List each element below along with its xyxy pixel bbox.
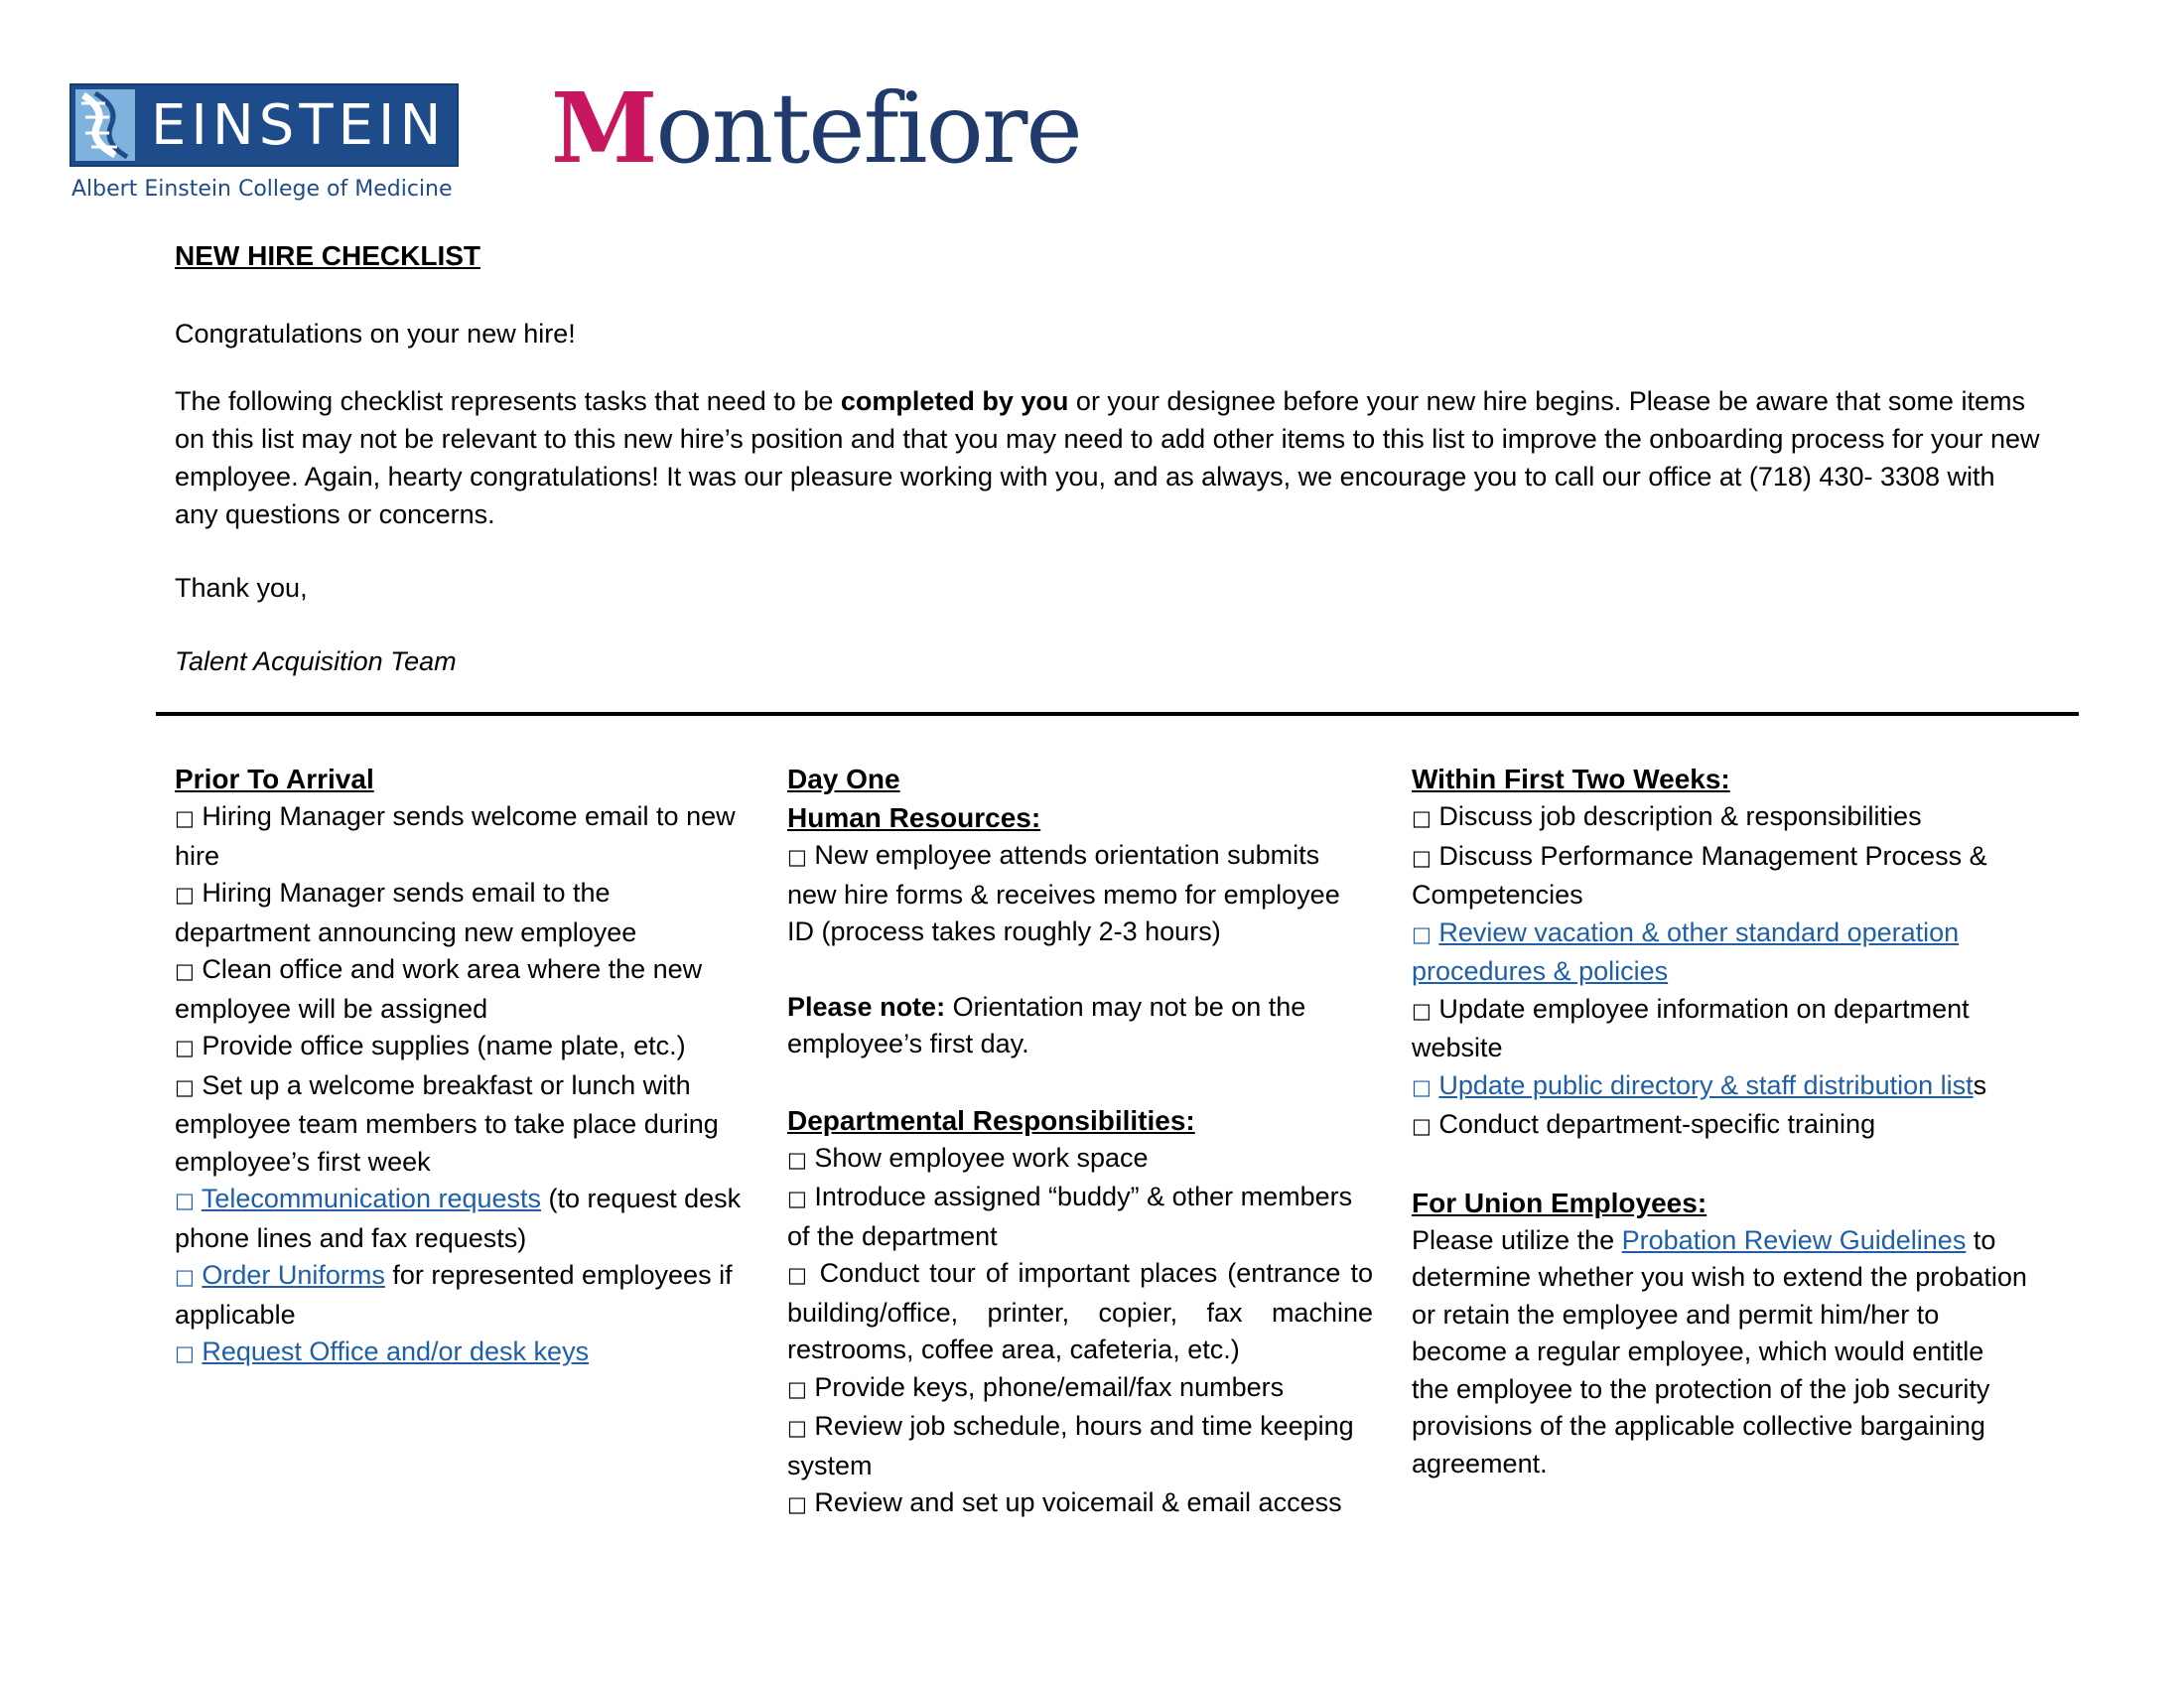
union-text: to determine whether you wish to extend the probation or retain the employee and permit him/her to become a regular employee, which would entitle the employee to the protection of the job security provisions of the applicable collective bargaining agreement. [1412,1224,2027,1478]
checkbox-icon[interactable]: □ [1412,806,1432,830]
einstein-logo-subtitle: Albert Einstein College of Medicine [71,177,453,202]
checkbox-icon[interactable]: □ [175,1036,195,1059]
probation-review-guidelines-link[interactable]: Probation Review Guidelines [1621,1224,1967,1255]
checklist-item [175,951,751,1028]
checkbox-icon[interactable]: □ [175,1189,195,1212]
checkbox-icon[interactable]: □ [175,883,195,907]
checklist-item-text: Conduct tour of important places (entrance to building/office, printer, copier, fax machine restrooms, coffee area, cafeteria, etc.) [787,1258,1373,1364]
checklist-item [787,1408,1373,1484]
checklist-item-text: Show employee work space [814,1142,1149,1173]
checklist-item-text: Discuss job description & responsibilities [1438,801,1922,831]
checklist-item [1412,798,2027,838]
section-divider [156,712,2079,716]
checkbox-icon[interactable]: □ [787,1492,807,1516]
checkbox-icon[interactable]: □ [1412,998,1432,1023]
intro-section [175,315,2041,680]
checklist-item [175,1334,751,1373]
checkbox-icon[interactable]: □ [787,1187,807,1210]
union-text: Please utilize the [1412,1224,1622,1255]
checkbox-icon[interactable]: □ [1412,1074,1432,1099]
checklist-item-text: for represented employees if applicable [175,1260,733,1330]
einstein-logo-box [69,83,459,167]
union-employees-text [1412,1222,2027,1483]
human-resources-list [787,837,1373,951]
checklist-item-text: Clean office and work area where the new employee will be assigned [175,954,703,1024]
intro-congrats: Congratulations on your new hire! [175,319,576,349]
union-employees-heading: For Union Employees: [1412,1187,1707,1218]
checklist-item-text: Provide office supplies (name plate, etc.) [202,1031,686,1060]
checklist-item-text: Introduce assigned “buddy” & other members of the department [787,1182,1353,1251]
checklist-item [1412,1067,2027,1107]
checklist-item [787,1484,1373,1524]
checklist-item-text: Provide keys, phone/email/fax numbers [814,1371,1285,1402]
intro-body-text: The following checklist represents tasks that need to be [175,386,841,416]
einstein-logo [69,81,462,206]
two-weeks-list [1412,798,2027,1146]
checklist-item [175,1067,751,1182]
spacer [787,1063,1373,1101]
checklist-item [787,1255,1373,1369]
checklist-item [787,1369,1373,1409]
checklist-item-text: Hiring Manager sends welcome email to new hire [175,801,736,871]
checkbox-icon[interactable]: □ [787,1147,807,1172]
checklist-item-text: s [1973,1069,1987,1100]
checklist-item-text: Conduct department-specific training [1438,1109,1876,1139]
intro-body-emphasis: completed by you [840,386,1069,416]
checklist-item [787,837,1373,951]
checkbox-icon[interactable]: □ [1412,1114,1432,1138]
checklist-item-text: Set up a welcome breakfast or lunch with employee team members to take place during employee’s first week [175,1069,719,1177]
checklist-item [1412,1106,2027,1146]
note-label: Please note: [787,991,946,1022]
checkbox-icon[interactable]: □ [787,1263,810,1287]
day-one-heading: Day One [787,764,900,794]
checklist-item [787,1140,1373,1180]
checkbox-icon[interactable]: □ [1412,921,1432,946]
checklist-item-text: (to request desk phone lines and fax requests) [175,1184,742,1253]
departmental-responsibilities-heading: Departmental Responsibilities: [787,1104,1195,1136]
intro-body-text: or your designee before your new hire begins. Please be aware that some items on this list may not be relevant to this new hire’s position and that you may need to add other items to this list to improve the onboarding process for your new employee. Again, hearty congratulations! It was our pleasure working with you, and as always, we encourage you to call our office at (718) 430- 3308 with any questions or concerns. [175,386,2040,529]
checklist-item-text: Review and set up voicemail & email access [814,1487,1342,1517]
prior-to-arrival-heading: Prior To Arrival [175,764,374,794]
checkbox-icon[interactable]: □ [175,1265,195,1289]
page-title: NEW HIRE CHECKLIST [175,240,480,271]
intro-body [175,382,2041,533]
montefiore-logo-initial: M [551,71,656,185]
checklist-item [787,1179,1373,1255]
checkbox-icon[interactable]: □ [787,1416,807,1440]
prior-to-arrival-list [175,798,751,1373]
orientation-note [787,989,1373,1063]
checklist-item [175,1181,751,1257]
checklist-item-text: Review job schedule, hours and time keeping system [787,1411,1354,1480]
telecommunication-requests-link[interactable]: Telecommunication requests [201,1184,542,1213]
checklist-item-text: Hiring Manager sends email to the department announcing new employee [175,878,637,947]
prior-to-arrival-column [175,760,751,1373]
spacer [787,951,1373,989]
checklist-item [1412,914,2027,991]
intro-thanks: Thank you, [175,573,308,603]
checkbox-icon[interactable]: □ [787,845,807,869]
einstein-emblem-icon [75,89,135,161]
checklist-item [175,798,751,875]
checklist-item [175,1257,751,1334]
montefiore-logo-rest: ontefiore [655,72,1081,185]
checkbox-icon[interactable]: □ [175,1074,195,1099]
request-keys-link[interactable]: Request Office and/or desk keys [202,1336,590,1366]
checkbox-icon[interactable]: □ [175,1341,195,1365]
intro-signature: Talent Acquisition Team [175,646,457,676]
human-resources-heading: Human Resources: [787,802,1041,833]
checklist-item [1412,991,2027,1067]
departmental-responsibilities-list [787,1140,1373,1524]
two-weeks-heading: Within First Two Weeks: [1412,764,1730,794]
day-one-column [787,760,1373,1524]
order-uniforms-link[interactable]: Order Uniforms [202,1260,385,1290]
checkbox-icon[interactable]: □ [175,959,195,983]
checkbox-icon[interactable]: □ [787,1376,807,1401]
checklist-item [175,875,751,951]
checklist-item-text: New employee attends orientation submits new hire forms & receives memo for employee ID (process takes roughly 2-3 hours) [787,840,1340,946]
review-vacation-link[interactable]: Review vacation & other standard operation procedures & policies [1412,916,1960,986]
checkbox-icon[interactable]: □ [1412,845,1432,870]
checklist-item [175,1028,751,1067]
einstein-logo-wordmark: EINSTEIN [151,93,447,158]
checklist-item-text: Update employee information on department website [1412,993,1970,1062]
update-directory-link[interactable]: Update public directory & staff distribution list [1438,1069,1974,1100]
montefiore-logo [551,73,1081,184]
checklist-item-text: Discuss Performance Management Process & Competencies [1412,840,1987,910]
note-text: Orientation may not be on the employee’s first day. [787,991,1306,1058]
two-weeks-column [1412,760,2027,1482]
checklist-item [1412,838,2027,914]
checkbox-icon[interactable]: □ [175,806,195,830]
spacer [1412,1146,2027,1184]
